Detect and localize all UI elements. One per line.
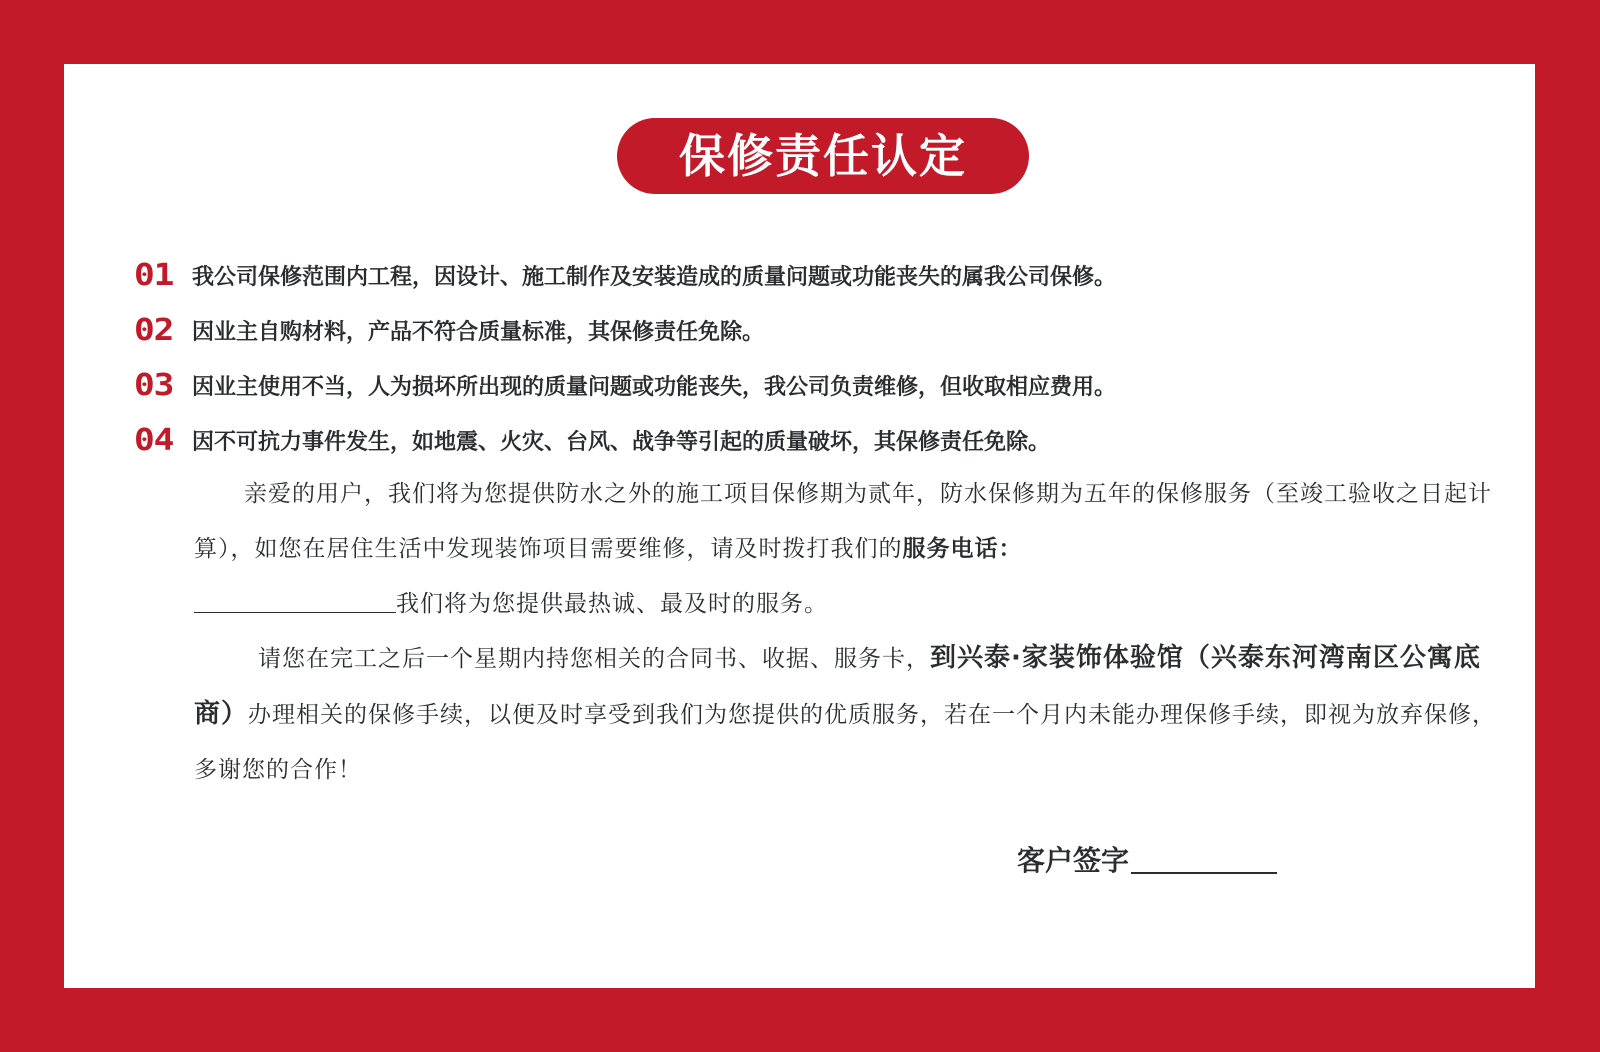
phone-label: 服务电话： xyxy=(902,536,1023,562)
service-text: 亲爱的用户，我们将为您提供防水之外的施工项目保修期为贰年，防水保修期为五年的保修服务（至竣工验收之日起计算），如您在居住生活中发现装饰项目需要维修，请及时拨打我们的 xyxy=(194,481,1492,562)
signature-label: 客户签字 xyxy=(1017,844,1130,877)
procedure-lead-text: 请您在完工之后一个星期内持您相关的合同书、收据、服务卡， xyxy=(258,646,930,672)
clause-1 xyxy=(134,255,1116,295)
signature-line[interactable] xyxy=(1131,840,1277,874)
clause-number: 03 xyxy=(134,367,174,403)
phone-blank-line xyxy=(194,582,396,613)
page-title: 保修责任认定 xyxy=(617,118,1029,194)
service-closing-text: 我们将为您提供最热诚、最及时的服务。 xyxy=(396,591,828,617)
clause-number: 02 xyxy=(134,312,174,348)
service-paragraph xyxy=(194,467,1514,632)
warranty-card xyxy=(64,64,1535,988)
clause-text: 因业主自购材料，产品不符合质量标准，其保修责任免除。 xyxy=(192,319,765,345)
customer-signature xyxy=(1017,839,1277,879)
clause-text: 因不可抗力事件发生，如地震、火灾、台风、战争等引起的质量破坏，其保修责任免除。 xyxy=(192,429,1051,455)
procedure-rest-text: 办理相关的保修手续，以便及时享受到我们为您提供的优质服务，若在一个月内未能办理保修手续，即视为放弃保修，多谢您的合作！ xyxy=(194,702,1497,783)
clause-3 xyxy=(134,365,1116,405)
procedure-paragraph xyxy=(194,631,1514,798)
clause-number: 04 xyxy=(134,422,174,458)
clause-text: 我公司保修范围内工程，因设计、施工制作及安装造成的质量问题或功能丧失的属我公司保修。 xyxy=(192,264,1117,290)
clause-number: 01 xyxy=(134,257,174,293)
clause-text: 因业主使用不当，人为损坏所出现的质量问题或功能丧失，我公司负责维修，但收取相应费用。 xyxy=(192,374,1117,400)
clause-2 xyxy=(134,310,764,350)
clause-4 xyxy=(134,420,1050,460)
showroom-address: 到兴泰·家装饰体验馆（兴泰东河湾南区公寓底商） xyxy=(194,643,1481,729)
